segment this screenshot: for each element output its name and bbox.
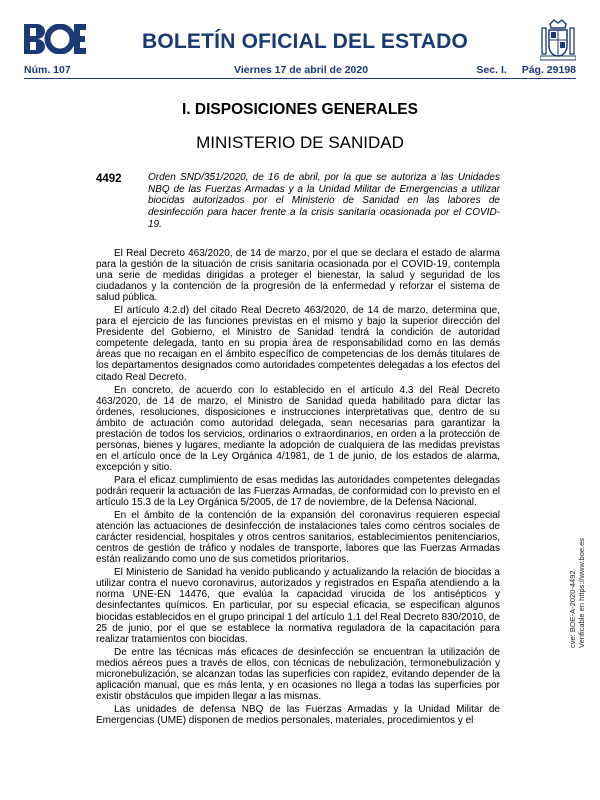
- page-number: Pág. 29198: [521, 64, 576, 76]
- issue-date: Viernes 17 de abril de 2020: [234, 64, 369, 76]
- boe-logo: [24, 24, 86, 54]
- section-ref: Sec. I.: [476, 64, 507, 76]
- order-number: 4492: [96, 173, 122, 185]
- ministry-name: MINISTERIO DE SANIDAD: [196, 133, 404, 152]
- section-title: I. DISPOSICIONES GENERALES: [182, 101, 418, 118]
- coat-of-arms-icon: [540, 18, 576, 62]
- bulletin-title: BOLETÍN OFICIAL DEL ESTADO: [142, 30, 469, 53]
- section-page-info: [476, 64, 576, 76]
- page-header: [24, 14, 576, 64]
- paragraph: El Real Decreto 463/2020, de 14 de marzo, por el que se declara el estado de alarma para la gestión de la situación de crisis sanitaria ocasionada por el COVID-19, contempla una serie de medidas dirigidas a proteger el bienestar, la salud y seguridad de los ciudadanos y la contención de la progresión de la enfermedad y reforzar el sistema de salud pública.: [96, 248, 500, 304]
- header-divider: [24, 78, 576, 79]
- verification-link[interactable]: Verificable en https://www.boe.es: [577, 537, 586, 648]
- paragraph: En el ámbito de la contención de la expansión del coronavirus requieren especial atención las actuaciones de desinfección de instalaciones tales como centros sociales de carácter residencial, hospitales y otros centros sanitarios, establecimientos penitenciarios, centros de gestión de tráfico y nodales de transporte, labores que las Fuerzas Armadas están realizando como uno de sus cometidos prioritarios.: [96, 510, 500, 566]
- paragraph: Para el eficaz cumplimiento de esas medidas las autoridades competentes delegadas podrán requerir la actuación de las Fuerzas Armadas, de conformidad con lo previsto en el artículo 15.3 de la Ley Orgánica 5/2005, de 17 de noviembre, de la Defensa Nacional.: [96, 474, 500, 509]
- order-title: Orden SND/351/2020, de 16 de abril, por la que se autoriza a las Unidades NBQ de las Fuerzas Armadas y a la Unidad Militar de Emergencias a utilizar biocidas autorizados por el Ministerio de Sanidad en las labores de desinfección para hacer frente a la crisis sanitaria ocasionada por el COVID-19.: [148, 172, 500, 230]
- issue-number: Núm. 107: [24, 64, 71, 76]
- document-body: [96, 248, 500, 728]
- paragraph: Las unidades de defensa NBQ de las Fuerzas Armadas y la Unidad Militar de Emergencias (UME) disponen de medios personales, materiales, procedimientos y el: [96, 703, 500, 726]
- cve-code: cve: BOE-A-2020-4492: [568, 570, 577, 648]
- paragraph: El Ministerio de Sanidad ha venido publicando y actualizando la relación de biocidas a utilizar contra el nuevo coronavirus, autorizados y registrados en España atendiendo a la norma UNE-EN 14476, que evalúa la capacidad virucida de los antisépticos y desinfectantes químicos. En particular, por su especial eficacia, se especifican algunos biocidas establecidos en el grupo principal 1 del artículo 1.1 del Real Decreto 830/2010, de 25 de junio, por el que se establece la normativa reguladora de la capacitación para realizar tratamientos con biocidas.: [96, 567, 500, 645]
- paragraph: En concreto, de acuerdo con lo establecido en el artículo 4.3 del Real Decreto 463/2020, de 14 de marzo, el Ministro de Sanidad queda habilitado para dictar las órdenes, resoluciones, disposiciones e instrucciones interpretativas que, dentro de su ámbito de actuación como autoridad delegada, sean necesarias para garantizar la prestación de todos los servicios, ordinarios o extraordinarios, en orden a la protección de personas, bienes y lugares, mediante la adopción de cualquiera de las medidas previstas en el artículo once de la Ley Orgánica 4/1981, de 1 de junio, de los estados de alarma, excepción y sitio.: [96, 384, 500, 473]
- issue-info-bar: [24, 62, 576, 78]
- paragraph: El artículo 4.2.d) del citado Real Decreto 463/2020, de 14 de marzo, determina que, para el ejercicio de las funciones previstas en el mismo y bajo la superior dirección del Presidente del Gobierno, el Ministro de Sanidad tendrá la condición de autoridad competente delegada, tanto en su propia área de responsabilidad como en las demás áreas que no recaigan en el ámbito específico de competencias de los demás titulares de los departamentos designados como autoridades competentes delegadas a los efectos del citado Real Decreto.: [96, 305, 500, 383]
- paragraph: De entre las técnicas más eficaces de desinfección se encuentran la utilización de medios aéreos pues a través de ellos, con técnicas de nebulización, termonebulización y micronebulización, se alcanzan todas las superficies con rapidez, evitando depender de la aplicación manual, que es más lenta, y en ocasiones no llega a todas las superficies por existir obstáculos que impiden llegar a las mismas.: [96, 646, 500, 702]
